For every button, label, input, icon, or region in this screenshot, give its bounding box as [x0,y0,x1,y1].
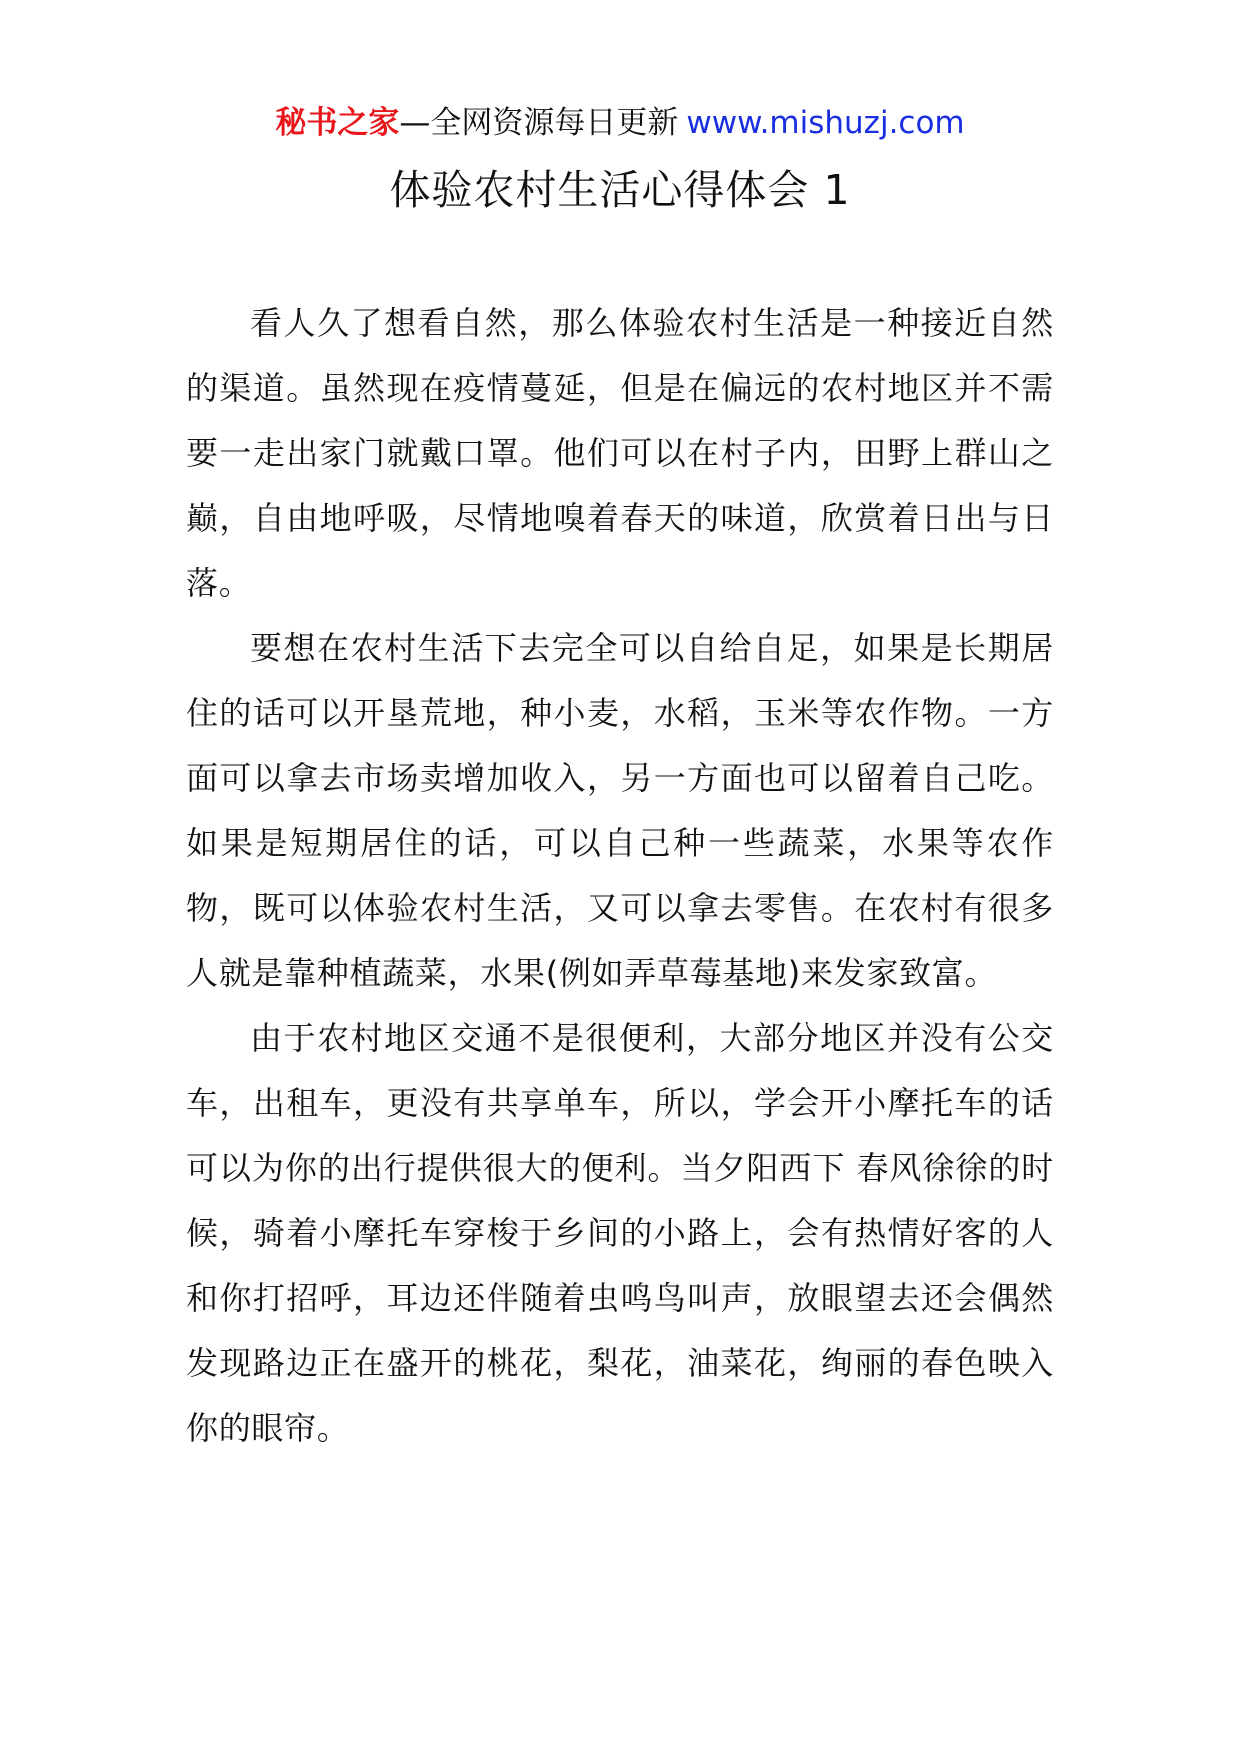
site-header [0,101,1240,145]
brand-name: 秘书之家 [275,105,400,141]
document-title: 体验农村生活心得体会 1 [389,166,851,214]
paragraph-1: 看人久了想看自然，那么体验农村生活是一种接近自然的渠道。虽然现在疫情蔓延，但是在偏远的农村地区并不需要一走出家门就戴口罩。他们可以在村子内，田野上群山之巅，自由地呼吸，尽情地嗅着春天的味道，欣赏着日出与日落。 [186,304,1054,602]
site-url-link[interactable]: www.mishuzj.com [686,105,965,141]
header-tagline: —全网资源每日更新 [399,105,679,141]
paragraph-2: 要想在农村生活下去完全可以自给自足，如果是长期居住的话可以开垦荒地，种小麦，水稻，玉米等农作物。一方面可以拿去市场卖增加收入，另一方面也可以留着自己吃。如果是短期居住的话，可以自己种一些蔬菜，水果等农作物，既可以体验农村生活，又可以拿去零售。在农村有很多人就是靠种植蔬菜，水果(例如弄草莓基地)来发家致富。 [186,629,1054,992]
document-body [186,291,1054,1461]
paragraph-3: 由于农村地区交通不是很便利，大部分地区并没有公交车，出租车，更没有共享单车，所以，学会开小摩托车的话可以为你的出行提供很大的便利。当夕阳西下 春风徐徐的时候，骑着小摩托车穿梭于乡间的小路上，会有热情好客的人和你打招呼，耳边还伴随着虫鸣鸟叫声，放眼望去还会偶然发现路边正在盛开的桃花，梨花，油菜花，绚丽的春色映入你的眼帘。 [186,1019,1054,1447]
